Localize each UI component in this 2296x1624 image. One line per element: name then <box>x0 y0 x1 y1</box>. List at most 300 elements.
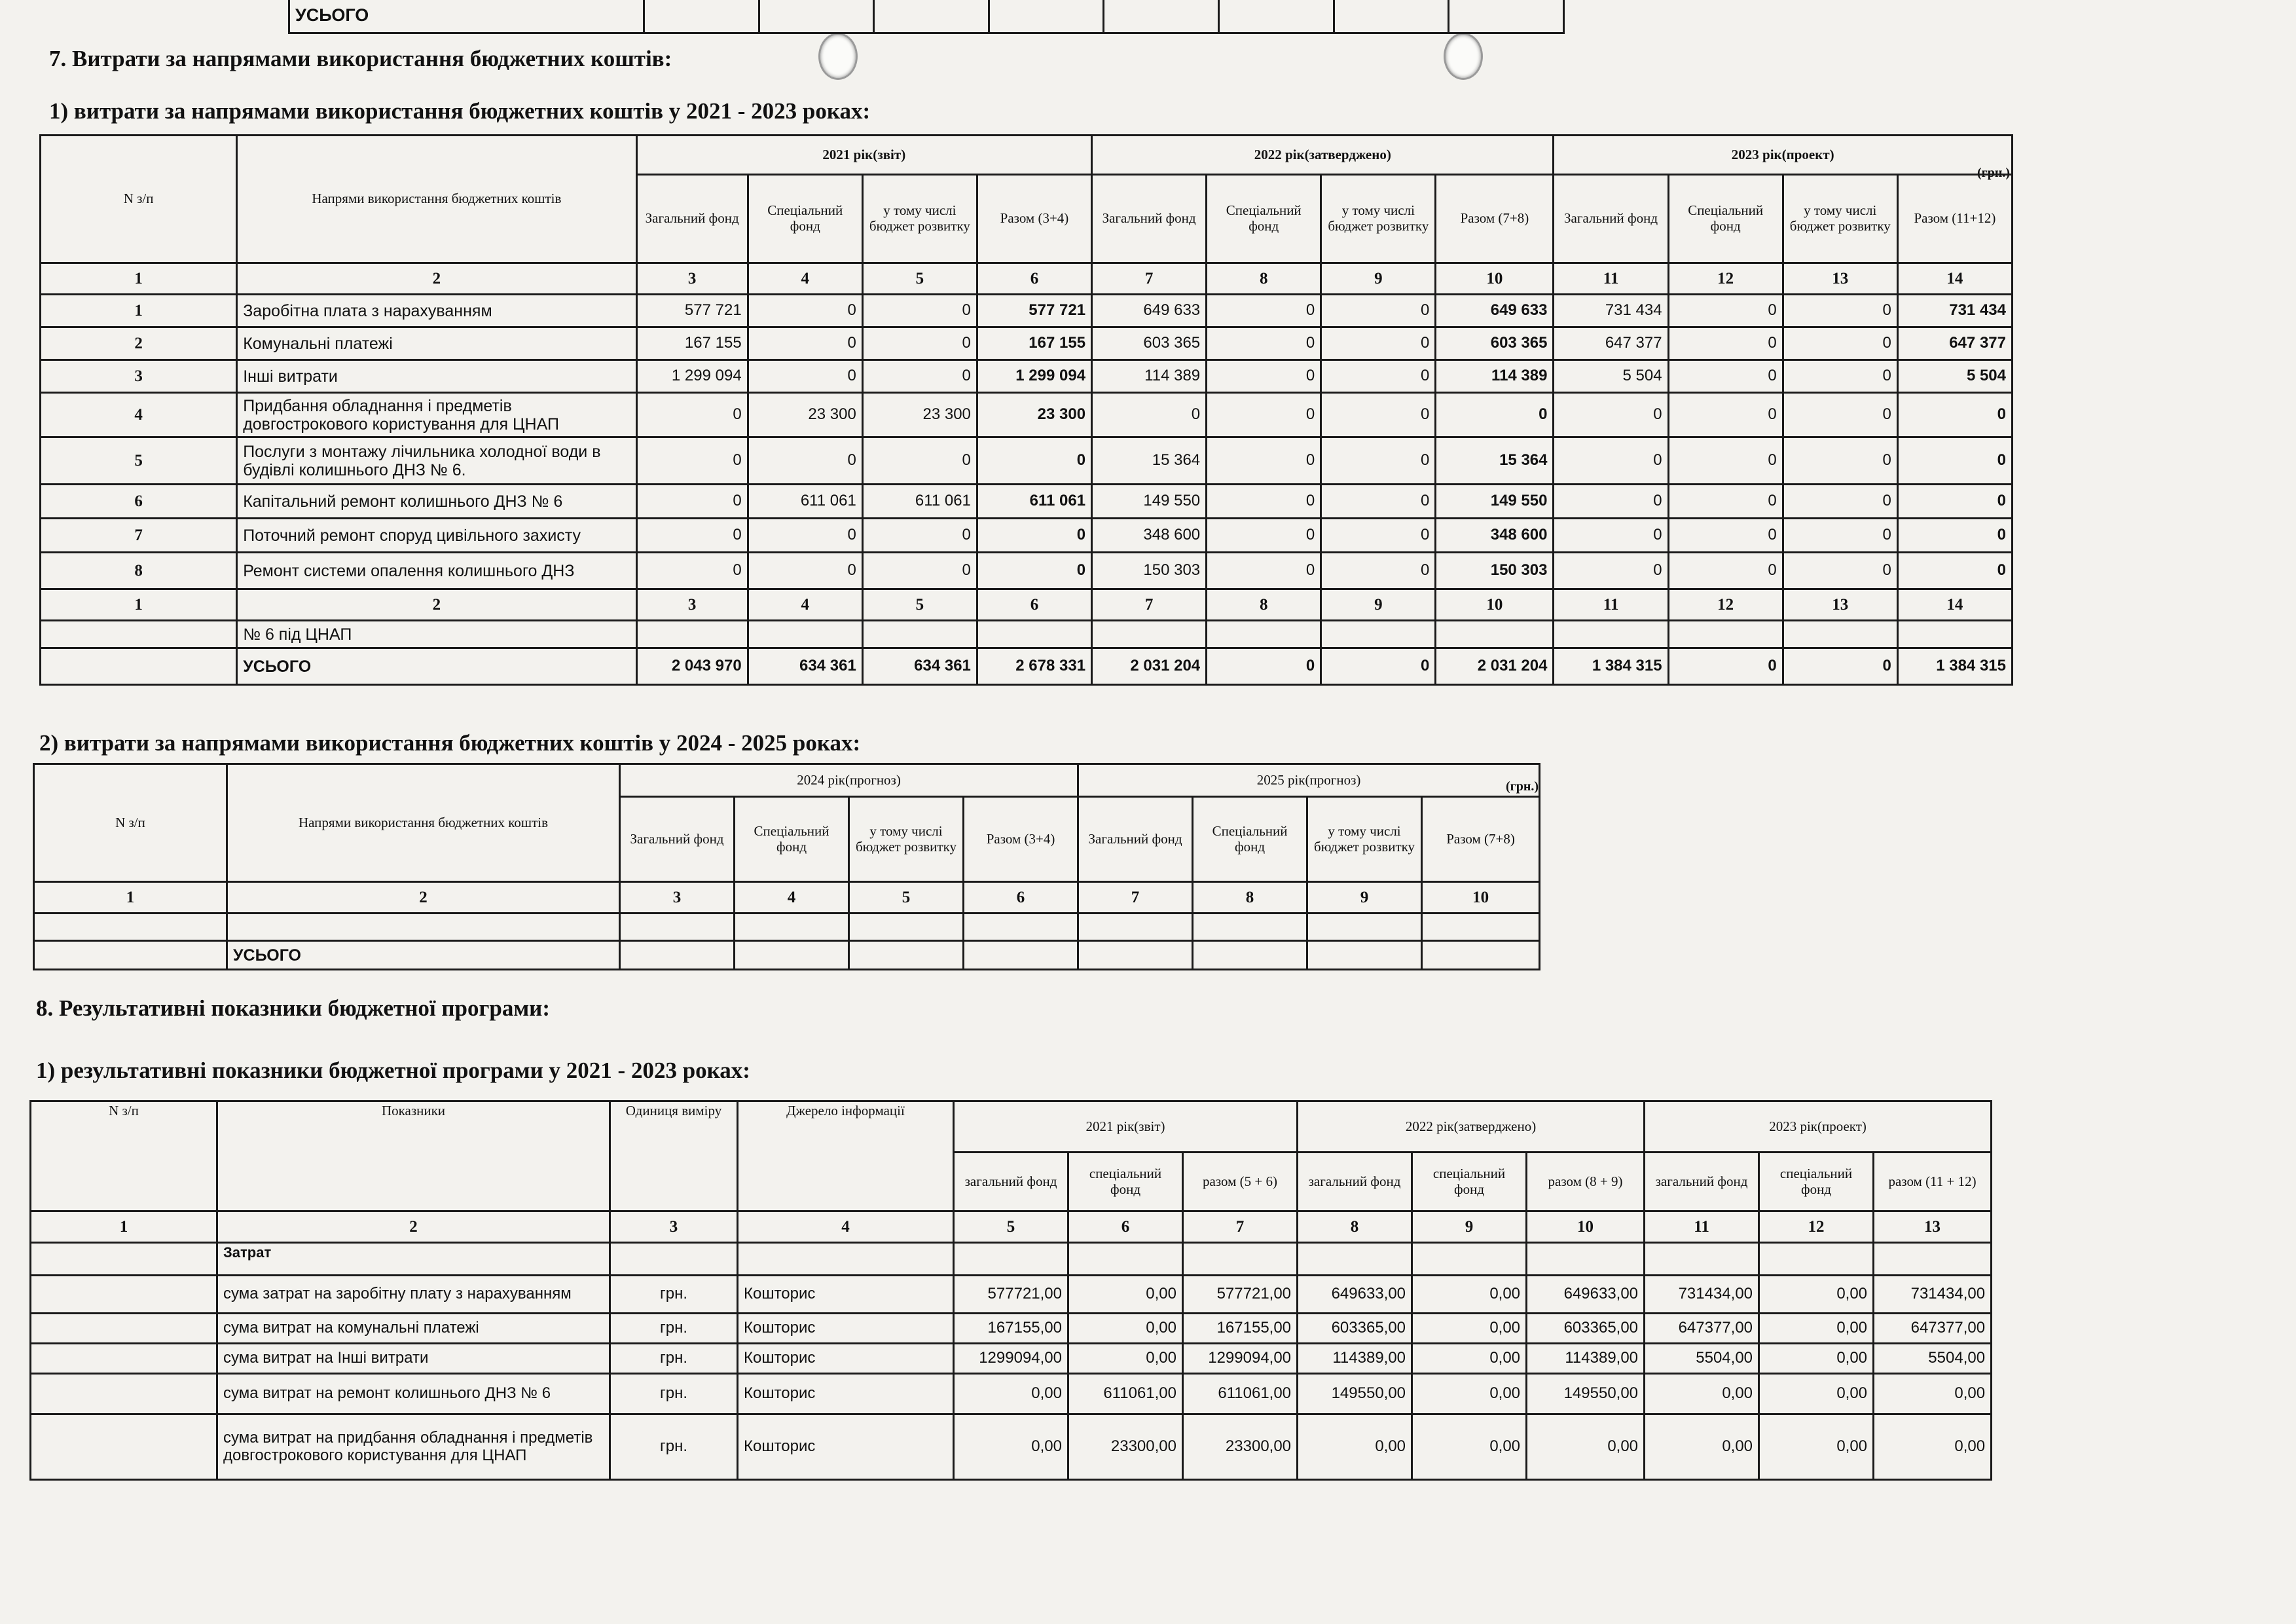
header-general: загальний фонд <box>954 1153 1068 1211</box>
value-cell: 0 <box>1321 437 1436 485</box>
expenses-table-2021-2023 <box>39 134 2013 686</box>
value-cell: 0 <box>636 519 748 553</box>
value-cell: 0 <box>1436 393 1554 437</box>
colnum: 5 <box>862 589 977 621</box>
row-number: 8 <box>41 553 237 589</box>
total-value-cell: 1 384 315 <box>1897 648 2012 685</box>
colnum: 11 <box>1645 1211 1759 1243</box>
value-cell: 0 <box>1897 393 2012 437</box>
value-cell: 0 <box>862 295 977 327</box>
value-cell: 0 <box>1554 519 1668 553</box>
header-source: Джерело інформації <box>738 1101 954 1211</box>
value-cell: 0 <box>748 327 862 360</box>
header-year-2022: 2022 рік(затверджено) <box>1298 1101 1645 1153</box>
total-label: УСЬОГО <box>237 648 636 685</box>
value-cell: 0 <box>1207 553 1321 589</box>
header-general: загальний фонд <box>1645 1153 1759 1211</box>
indicator-name: сума витрат на придбання обладнання і предметів довгострокового користування для ЦНАП <box>217 1414 610 1480</box>
value-cell: 0 <box>1207 519 1321 553</box>
row-number <box>31 1276 217 1314</box>
value-cell: 647377,00 <box>1874 1314 1992 1344</box>
expense-row <box>41 437 2013 485</box>
value-cell: 0 <box>1207 437 1321 485</box>
value-cell: 577 721 <box>977 295 1091 327</box>
punch-hole-right <box>1444 33 1483 80</box>
total-value-cell: 2 678 331 <box>977 648 1091 685</box>
colnum: 8 <box>1207 263 1321 295</box>
value-cell: 0 <box>636 485 748 519</box>
unit-cell: грн. <box>610 1414 738 1480</box>
value-cell: 1299094,00 <box>954 1344 1068 1374</box>
colnum: 14 <box>1897 263 2012 295</box>
total-label: УСЬОГО <box>227 941 620 970</box>
colnum: 8 <box>1298 1211 1412 1243</box>
value-cell: 603 365 <box>1092 327 1207 360</box>
indicators-table-2021-2023 <box>29 1100 1992 1481</box>
value-cell: 0 <box>1783 519 1897 553</box>
value-cell: 0,00 <box>1412 1276 1527 1314</box>
header-dev: у тому числі бюджет розвитку <box>849 797 964 882</box>
value-cell: 0 <box>748 519 862 553</box>
value-cell: 0,00 <box>1298 1414 1412 1480</box>
indicator-row <box>31 1344 1992 1374</box>
header-general: загальний фонд <box>1298 1153 1412 1211</box>
expense-row <box>41 295 2013 327</box>
expense-row <box>41 553 2013 589</box>
colnum: 1 <box>31 1211 217 1243</box>
value-cell: 647377,00 <box>1645 1314 1759 1344</box>
value-cell: 1 299 094 <box>977 360 1091 393</box>
colnum: 7 <box>1092 263 1207 295</box>
expense-name: Послуги з монтажу лічильника холодної води в будівлі колишнього ДНЗ № 6. <box>237 437 636 485</box>
colnum: 2 <box>217 1211 610 1243</box>
value-cell: 0,00 <box>954 1414 1068 1480</box>
total-value-cell: 2 031 204 <box>1436 648 1554 685</box>
header-general: Загальний фонд <box>636 175 748 263</box>
header-sum: Разом (7+8) <box>1422 797 1540 882</box>
header-num: N з/п <box>34 764 227 882</box>
value-cell: 348 600 <box>1092 519 1207 553</box>
colnum: 1 <box>41 263 237 295</box>
value-cell: 0,00 <box>954 1374 1068 1414</box>
expenses-table-2024-2025 <box>33 763 1540 970</box>
total-value-cell: 634 361 <box>862 648 977 685</box>
total-value-cell: 0 <box>1207 648 1321 685</box>
colnum: 3 <box>620 882 735 913</box>
value-cell: 0 <box>1897 437 2012 485</box>
value-cell: 0 <box>977 519 1091 553</box>
value-cell: 0 <box>1321 295 1436 327</box>
previous-total-label: УСЬОГО <box>289 0 644 33</box>
row-number: 1 <box>41 295 237 327</box>
unit-cell: грн. <box>610 1276 738 1314</box>
value-cell: 167 155 <box>636 327 748 360</box>
value-cell: 0 <box>1668 553 1783 589</box>
source-cell: Кошторис <box>738 1414 954 1480</box>
header-year-2023: 2023 рік(проект) <box>1645 1101 1992 1153</box>
expense-row <box>41 519 2013 553</box>
value-cell: 0 <box>862 519 977 553</box>
expense-name: Заробітна плата з нарахуванням <box>237 295 636 327</box>
header-dev: у тому числі бюджет розвитку <box>1321 175 1436 263</box>
colnum: 13 <box>1783 589 1897 621</box>
total-value-cell: 2 031 204 <box>1092 648 1207 685</box>
colnum: 11 <box>1554 263 1668 295</box>
expense-name: Поточний ремонт споруд цивільного захисту <box>237 519 636 553</box>
indicator-row <box>31 1276 1992 1314</box>
value-cell: 0 <box>1897 553 2012 589</box>
unit-cell: грн. <box>610 1314 738 1344</box>
indicator-name: сума затрат на заробітну плату з нарахуванням <box>217 1276 610 1314</box>
header-special: спеціальний фонд <box>1068 1153 1183 1211</box>
value-cell: 0 <box>862 360 977 393</box>
expense-name: Комунальні платежі <box>237 327 636 360</box>
value-cell: 0 <box>636 393 748 437</box>
empty-row <box>34 913 1540 941</box>
value-cell: 611 061 <box>862 485 977 519</box>
colnum: 10 <box>1436 589 1554 621</box>
colnum: 5 <box>862 263 977 295</box>
value-cell: 731 434 <box>1554 295 1668 327</box>
total-value-cell: 0 <box>1668 648 1783 685</box>
section-7-title: 7. Витрати за напрямами використання бюджетних коштів: <box>49 46 672 71</box>
colnum: 10 <box>1436 263 1554 295</box>
colnum: 4 <box>748 589 862 621</box>
value-cell: 0 <box>1321 519 1436 553</box>
indicator-name: сума витрат на комунальні платежі <box>217 1314 610 1344</box>
colnum: 5 <box>954 1211 1068 1243</box>
row-number: 3 <box>41 360 237 393</box>
value-cell: 0,00 <box>1412 1374 1527 1414</box>
value-cell: 0,00 <box>1874 1374 1992 1414</box>
header-sum: Разом (7+8) <box>1436 175 1554 263</box>
value-cell: 0 <box>1092 393 1207 437</box>
row-number <box>31 1374 217 1414</box>
header-special: Спеціальний фонд <box>1207 175 1321 263</box>
header-year-2023: 2023 рік(проект) <box>1554 136 2013 175</box>
value-cell: 0,00 <box>1412 1344 1527 1374</box>
value-cell: 0 <box>1783 437 1897 485</box>
value-cell: 114389,00 <box>1527 1344 1645 1374</box>
expense-name: Інші витрати <box>237 360 636 393</box>
total-value-cell: 2 043 970 <box>636 648 748 685</box>
colnum: 7 <box>1183 1211 1298 1243</box>
colnum: 7 <box>1078 882 1193 913</box>
colnum: 11 <box>1554 589 1668 621</box>
value-cell: 0 <box>1321 327 1436 360</box>
value-cell: 649633,00 <box>1298 1276 1412 1314</box>
value-cell: 611 061 <box>977 485 1091 519</box>
value-cell: 0 <box>862 437 977 485</box>
colnum: 2 <box>237 589 636 621</box>
header-direction: Напрями використання бюджетних коштів <box>237 136 636 263</box>
row-number: 5 <box>41 437 237 485</box>
value-cell: 0 <box>748 360 862 393</box>
value-cell: 0,00 <box>1874 1414 1992 1480</box>
colnum: 3 <box>610 1211 738 1243</box>
header-year-2025: 2025 рік(прогноз) <box>1078 764 1540 797</box>
header-direction: Напрями використання бюджетних коштів <box>227 764 620 882</box>
colnum: 6 <box>964 882 1078 913</box>
previous-table-fragment <box>288 0 1565 34</box>
row-number: 7 <box>41 519 237 553</box>
value-cell: 603365,00 <box>1527 1314 1645 1344</box>
header-year-2021: 2021 рік(звіт) <box>636 136 1091 175</box>
indicator-name: сума витрат на ремонт колишнього ДНЗ № 6 <box>217 1374 610 1414</box>
column-numbers-row <box>31 1211 1992 1243</box>
value-cell: 0 <box>1668 327 1783 360</box>
value-cell: 0 <box>1554 553 1668 589</box>
colnum: 2 <box>227 882 620 913</box>
value-cell: 0 <box>1668 485 1783 519</box>
colnum: 1 <box>34 882 227 913</box>
header-general: Загальний фонд <box>1092 175 1207 263</box>
value-cell: 149 550 <box>1092 485 1207 519</box>
colnum: 6 <box>977 263 1091 295</box>
value-cell: 0,00 <box>1645 1374 1759 1414</box>
header-sum: Разом (3+4) <box>977 175 1091 263</box>
colnum: 14 <box>1897 589 2012 621</box>
indicator-row <box>31 1374 1992 1414</box>
expense-row <box>41 393 2013 437</box>
value-cell: 1299094,00 <box>1183 1344 1298 1374</box>
value-cell: 23 300 <box>862 393 977 437</box>
group-label: Затрат <box>217 1243 610 1276</box>
value-cell: 731434,00 <box>1874 1276 1992 1314</box>
colnum: 3 <box>636 263 748 295</box>
value-cell: 23 300 <box>977 393 1091 437</box>
value-cell: 0,00 <box>1412 1314 1527 1344</box>
value-cell: 0 <box>1321 485 1436 519</box>
column-numbers-row <box>41 263 2013 295</box>
value-cell: 611061,00 <box>1068 1374 1183 1414</box>
source-cell: Кошторис <box>738 1344 954 1374</box>
header-dev: у тому числі бюджет розвитку <box>1307 797 1422 882</box>
expense-name: Ремонт системи опалення колишнього ДНЗ <box>237 553 636 589</box>
header-special: спеціальний фонд <box>1412 1153 1527 1211</box>
value-cell: 0 <box>748 553 862 589</box>
value-cell: 0 <box>1554 393 1668 437</box>
value-cell: 0 <box>1207 393 1321 437</box>
row-number <box>31 1414 217 1480</box>
value-cell: 0 <box>1783 360 1897 393</box>
total-row <box>34 941 1540 970</box>
value-cell: 647 377 <box>1554 327 1668 360</box>
value-cell: 0,00 <box>1412 1414 1527 1480</box>
header-general: Загальний фонд <box>1078 797 1193 882</box>
value-cell: 23 300 <box>748 393 862 437</box>
value-cell: 0,00 <box>1068 1276 1183 1314</box>
total-row <box>41 648 2013 685</box>
source-cell: Кошторис <box>738 1276 954 1314</box>
value-cell: 0,00 <box>1527 1414 1645 1480</box>
header-special: Спеціальний фонд <box>735 797 849 882</box>
value-cell: 0 <box>862 553 977 589</box>
header-year-2021: 2021 рік(звіт) <box>954 1101 1298 1153</box>
header-dev: у тому числі бюджет розвитку <box>1783 175 1897 263</box>
section-8-1-title: 1) результативні показники бюджетної програми у 2021 - 2023 роках: <box>36 1058 750 1083</box>
expense-name: Придбання обладнання і предметів довгострокового користування для ЦНАП <box>237 393 636 437</box>
value-cell: 611 061 <box>748 485 862 519</box>
value-cell: 611061,00 <box>1183 1374 1298 1414</box>
value-cell: 0 <box>1554 485 1668 519</box>
colnum: 12 <box>1668 589 1783 621</box>
value-cell: 0,00 <box>1759 1374 1874 1414</box>
header-sum: разом (5 + 6) <box>1183 1153 1298 1211</box>
value-cell: 0 <box>1783 553 1897 589</box>
indicator-row <box>31 1314 1992 1344</box>
value-cell: 0 <box>1321 360 1436 393</box>
value-cell: 1 299 094 <box>636 360 748 393</box>
value-cell: 167155,00 <box>1183 1314 1298 1344</box>
value-cell: 167 155 <box>977 327 1091 360</box>
value-cell: 0 <box>748 437 862 485</box>
value-cell: 0 <box>862 327 977 360</box>
value-cell: 0 <box>977 553 1091 589</box>
header-special: Спеціальний фонд <box>1668 175 1783 263</box>
colnum: 8 <box>1193 882 1307 913</box>
colnum: 9 <box>1321 263 1436 295</box>
value-cell: 0 <box>1783 485 1897 519</box>
value-cell: 0 <box>1554 437 1668 485</box>
indicator-row <box>31 1414 1992 1480</box>
value-cell: 0 <box>1207 360 1321 393</box>
value-cell: 0,00 <box>1759 1414 1874 1480</box>
colnum: 6 <box>1068 1211 1183 1243</box>
header-num: N з/п <box>31 1101 217 1211</box>
column-numbers-row <box>34 882 1540 913</box>
value-cell: 15 364 <box>1436 437 1554 485</box>
value-cell: 0 <box>748 295 862 327</box>
value-cell: 731434,00 <box>1645 1276 1759 1314</box>
colnum: 4 <box>735 882 849 913</box>
row-number <box>31 1344 217 1374</box>
colnum: 12 <box>1668 263 1783 295</box>
colnum: 5 <box>849 882 964 913</box>
value-cell: 23300,00 <box>1068 1414 1183 1480</box>
indicator-name: сума витрат на Інші витрати <box>217 1344 610 1374</box>
source-cell: Кошторис <box>738 1314 954 1344</box>
value-cell: 0 <box>1897 485 2012 519</box>
value-cell: 649 633 <box>1092 295 1207 327</box>
colnum: 3 <box>636 589 748 621</box>
unit-label-7-2: (грн.) <box>1506 779 1539 794</box>
colnum: 1 <box>41 589 237 621</box>
value-cell: 0 <box>1321 393 1436 437</box>
row-number: 4 <box>41 393 237 437</box>
colnum: 10 <box>1527 1211 1645 1243</box>
colnum: 4 <box>738 1211 954 1243</box>
unit-label-7-1: (грн.) <box>1977 166 2011 180</box>
value-cell: 149 550 <box>1436 485 1554 519</box>
header-sum: Разом (11+12) <box>1897 175 2012 263</box>
value-cell: 114 389 <box>1092 360 1207 393</box>
value-cell: 603 365 <box>1436 327 1554 360</box>
value-cell: 603365,00 <box>1298 1314 1412 1344</box>
header-special: Спеціальний фонд <box>748 175 862 263</box>
row-number: 2 <box>41 327 237 360</box>
value-cell: 114 389 <box>1436 360 1554 393</box>
value-cell: 0 <box>1321 553 1436 589</box>
total-value-cell: 634 361 <box>748 648 862 685</box>
colnum: 4 <box>748 263 862 295</box>
unit-cell: грн. <box>610 1374 738 1414</box>
group-row <box>31 1243 1992 1276</box>
expense-row <box>41 327 2013 360</box>
value-cell: 0 <box>1783 327 1897 360</box>
header-general: Загальний фонд <box>620 797 735 882</box>
value-cell: 577 721 <box>636 295 748 327</box>
header-year-2024: 2024 рік(прогноз) <box>620 764 1078 797</box>
section-7-2-title: 2) витрати за напрямами використання бюджетних коштів у 2024 - 2025 роках: <box>39 730 861 756</box>
header-sum: разом (8 + 9) <box>1527 1153 1645 1211</box>
value-cell: 167155,00 <box>954 1314 1068 1344</box>
header-special: спеціальний фонд <box>1759 1153 1874 1211</box>
value-cell: 0,00 <box>1645 1414 1759 1480</box>
value-cell: 0 <box>1207 485 1321 519</box>
colnum: 12 <box>1759 1211 1874 1243</box>
value-cell: 150 303 <box>1092 553 1207 589</box>
value-cell: 0,00 <box>1759 1344 1874 1374</box>
value-cell: 577721,00 <box>954 1276 1068 1314</box>
unit-cell: грн. <box>610 1344 738 1374</box>
value-cell: 0,00 <box>1068 1344 1183 1374</box>
value-cell: 150 303 <box>1436 553 1554 589</box>
header-sum: Разом (3+4) <box>964 797 1078 882</box>
colnum: 10 <box>1422 882 1540 913</box>
value-cell: 0 <box>1783 295 1897 327</box>
total-value-cell: 0 <box>1321 648 1436 685</box>
header-general: Загальний фонд <box>1554 175 1668 263</box>
section-8-title: 8. Результативні показники бюджетної програми: <box>36 995 551 1021</box>
value-cell: 15 364 <box>1092 437 1207 485</box>
expense-row <box>41 360 2013 393</box>
value-cell: 0 <box>1207 327 1321 360</box>
continuation-row <box>41 621 2013 648</box>
value-cell: 114389,00 <box>1298 1344 1412 1374</box>
source-cell: Кошторис <box>738 1374 954 1414</box>
value-cell: 5 504 <box>1897 360 2012 393</box>
value-cell: 0 <box>1668 295 1783 327</box>
value-cell: 149550,00 <box>1527 1374 1645 1414</box>
value-cell: 149550,00 <box>1298 1374 1412 1414</box>
value-cell: 348 600 <box>1436 519 1554 553</box>
punch-hole-left <box>818 33 858 80</box>
value-cell: 0,00 <box>1068 1314 1183 1344</box>
value-cell: 0 <box>1783 393 1897 437</box>
row-number: 6 <box>41 485 237 519</box>
value-cell: 577721,00 <box>1183 1276 1298 1314</box>
value-cell: 5 504 <box>1554 360 1668 393</box>
value-cell: 0 <box>1668 393 1783 437</box>
value-cell: 0 <box>977 437 1091 485</box>
value-cell: 23300,00 <box>1183 1414 1298 1480</box>
colnum: 7 <box>1092 589 1207 621</box>
colnum: 9 <box>1321 589 1436 621</box>
value-cell: 0 <box>1207 295 1321 327</box>
value-cell: 649633,00 <box>1527 1276 1645 1314</box>
colnum: 2 <box>237 263 636 295</box>
value-cell: 5504,00 <box>1645 1344 1759 1374</box>
total-value-cell: 0 <box>1783 648 1897 685</box>
value-cell: 0 <box>1897 519 2012 553</box>
header-year-2022: 2022 рік(затверджено) <box>1092 136 1554 175</box>
value-cell: 0,00 <box>1759 1314 1874 1344</box>
header-num: N з/п <box>41 136 237 263</box>
value-cell: 0,00 <box>1759 1276 1874 1314</box>
header-dev: у тому числі бюджет розвитку <box>862 175 977 263</box>
value-cell: 0 <box>636 553 748 589</box>
